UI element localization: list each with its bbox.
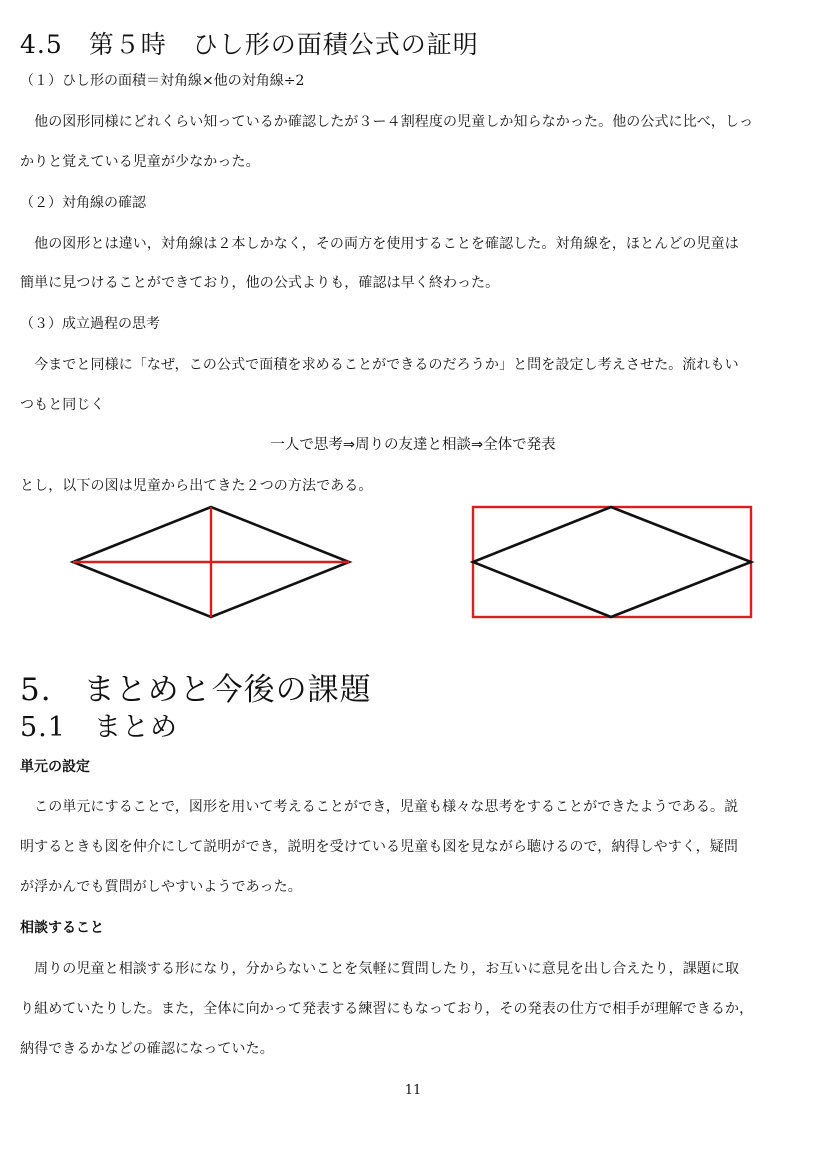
rhombus-shape — [473, 507, 751, 617]
rhombus-in-rectangle-figure — [466, 500, 758, 624]
paragraph-line: 簡単に見つけることができており，他の公式よりも，確認は早く終わった。 — [20, 275, 500, 291]
paragraph-line: 他の図形とは違い，対角線は２本しかなく，その両方を使用することを確認した。対角線を，ほとんどの児童は — [20, 236, 739, 252]
subheading-area-formula: （１）ひし形の面積＝対角線×他の対角線÷2 — [20, 73, 305, 89]
subsection-title: 5.1 まとめ — [20, 712, 178, 743]
subheading-thinking-process: （３）成立過程の思考 — [20, 316, 160, 332]
paragraph-line: 明するときも図を仲介にして説明ができ，説明を受けている児童も図を見ながら聴けるので，納得しやすく，疑問 — [20, 839, 738, 855]
bounding-rectangle — [473, 507, 751, 617]
page-number: 11 — [404, 1083, 422, 1098]
heading-unit-setting: 単元の設定 — [20, 759, 90, 775]
paragraph-line: 納得できるかなどの確認になっていた。 — [20, 1041, 274, 1057]
section-title: 4.5 第５時 ひし形の面積公式の証明 — [20, 30, 479, 59]
paragraph-line: とし，以下の図は児童から出てきた２つの方法である。 — [20, 478, 373, 494]
heading-consultation: 相談すること — [20, 920, 104, 936]
paragraph-line: り組めていたりした。また，全体に向かって発表する練習にもなっており，その発表の仕方で相手が理解できるか， — [20, 1001, 754, 1017]
paragraph-line: つもと同じく — [20, 397, 105, 413]
flow-statement: 一人で思考⇒周りの友達と相談⇒全体で発表 — [270, 437, 556, 453]
paragraph-line: が浮かんでも質問がしやすいようであった。 — [20, 879, 302, 895]
paragraph-line: かりと覚えている児童が少なかった。 — [20, 154, 260, 170]
subheading-diagonal-check: （２）対角線の確認 — [20, 195, 146, 211]
paragraph-line: この単元にすることで，図形を用いて考えることができ，児童も様々な思考をすることができたようである。説 — [20, 799, 739, 815]
paragraph-line: 今までと同様に「なぜ，この公式で面積を求めることができるのだろうか」と問を設定し考えさせた。流れもい — [20, 357, 739, 373]
paragraph-line: 他の図形同様にどれくらい知っているか確認したが３ー４割程度の児童しか知らなかった。他の公式に比べ，しっ — [20, 114, 754, 130]
rhombus-diagonals-figure — [66, 500, 358, 624]
paragraph-line: 周りの児童と相談する形になり，分からないことを気軽に質問したり，お互いに意見を出し合えたり，課題に取 — [20, 961, 740, 977]
chapter-title: 5. まとめと今後の課題 — [20, 672, 372, 708]
